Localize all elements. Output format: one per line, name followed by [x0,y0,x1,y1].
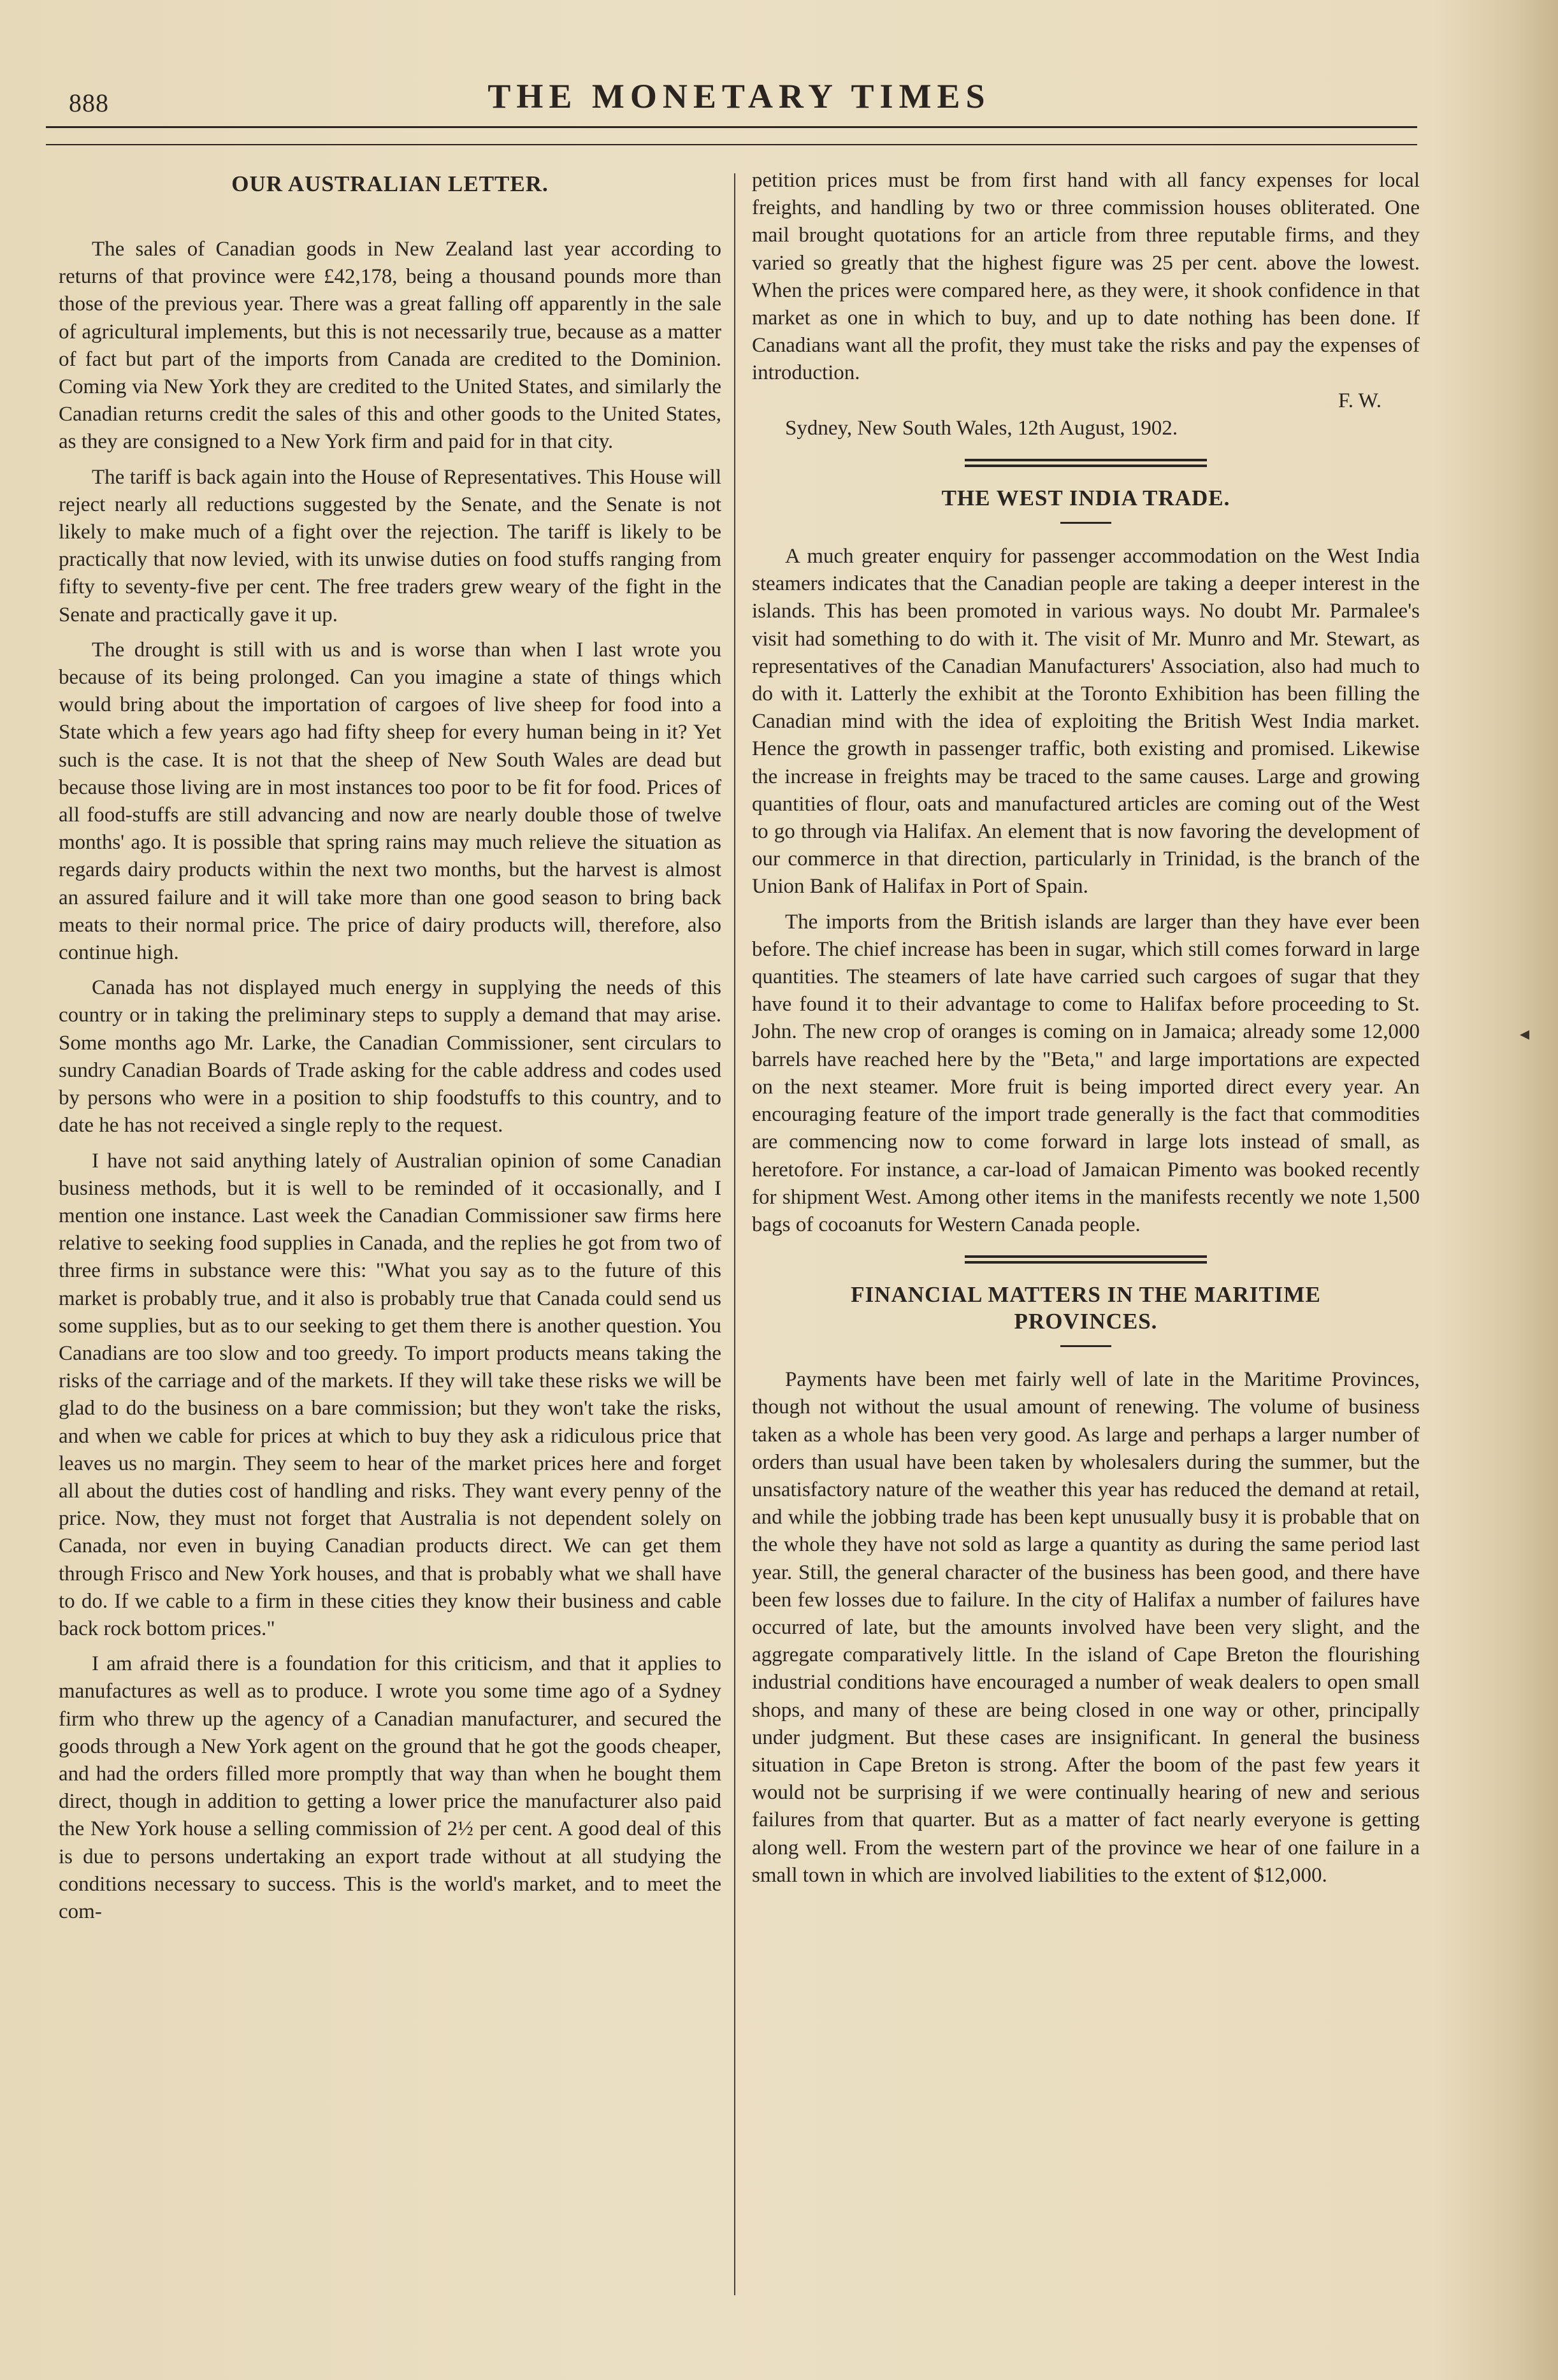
article-paragraph: Payments have been met fairly well of late in the Maritime Provinces, though not without the usual amount of renewing. The volume of business taken as a whole has been very good. As large and perhaps a larger number of orders than usual have been taken by wholesalers during the summer, but the unsatisfactory nature of the weather this year has reduced the demand at retail, and while the jobbing trade has been kept unusually busy it is probable that on the whole they have not sold as large a quantity as during the same period last year. Still, the general character of the business has been good, and there have been few losses due to failure. In the city of Halifax a number of failures have occurred of late, but the amounts involved have been very slight, and the aggregate comparatively little. In the island of Cape Breton the flourishing industrial conditions have encouraged a number of weak dealers to open small shops, and many of these are being closed in one way or other, principally under judgment. But these cases are insignificant. In general the business situation in Cape Breton is strong. After the boom of the past few years it would not be surprising if we were continually hearing of new and serious failures from that quarter. But as a matter of fact nearly everyone is getting along well. From the western part of the province we hear of one failure in a small town in which are involved liabilities to the extent of $12,000. [752,1368,1420,1887]
article-paragraph: I have not said anything lately of Australian opinion of some Canadian business methods, but it is well to be reminded of it occasionally, and I mention one instance. Last week the Canadian Commissioner saw firms here relative to seeking food supplies in Canada, and the replies he got from two of three firms in substance were this: "What you say as to the future of this market is probably true, and it also is probably true that Canada could send us some supplies, but as to our seeking to get them there is another question. You Canadians are too slow and too greedy. To import products means taking the risks of the carriage and of the markets. If they will take these risks we will be glad to do the business on a bare commission; but they won't take the risks, and when we cable for prices at which to buy they ask a ridiculous price that leaves us no margin. They seem to hear of the market prices here and forget all about the duties cost of handling and risks. They want every penny of the price. Now, they must not forget that Australia is not dependent solely on Canada, nor even in buying Canadian products direct. We can get them through Frisco and New York houses, and that is probably what we shall have to do. If we cable to a firm in these cities they know their business and cable back rock bottom prices." [59,1149,721,1640]
margin-mark: ◂ [1520,1023,1530,1044]
article-paragraph: I am afraid there is a foundation for this criticism, and that it applies to manufactures as well as to produce. I wrote you some time ago of a Sydney firm who threw up the agency of a Canadian manufacturer, and secured the goods through a New York agent on the ground that he got the goods cheaper, and had the orders filled more promptly that way than when he bought them direct, though in addition to getting a lower price the manufacturer also paid the New York house a selling commission of 2½ per cent. A good deal of this is due to persons undertaking an export trade without at all studying the conditions necessary to success. This is the world's market, and to meet the com- [59,1652,721,1923]
masthead-title: THE MONETARY TIMES [487,77,991,115]
section-separator [965,1255,1207,1264]
author-signoff: F. W. [1338,389,1381,412]
left-column [59,171,721,1933]
article-title-australian-letter: OUR AUSTRALIAN LETTER. [231,171,549,196]
article-title-west-india-trade: THE WEST INDIA TRADE. [941,486,1230,511]
title-dash [1060,522,1111,524]
article-paragraph: The sales of Canadian goods in New Zealand last year according to returns of that province were £42,178, being a thousand pounds more than those of the previous year. There was a great falling off apparently in the sale of agricultural implements, but this is not necessarily true, because as a matter of fact but part of the imports from Canada are credited to the Dominion. Coming via New York they are credited to the United States, and similarly the Canadian returns credit the sales of this and other goods to the United States, as they are consigned to a New York firm and paid for in that city. [59,238,721,454]
article-paragraph: The tariff is back again into the House of Representatives. This House will reject nearly all reductions suggested by the Senate, and the Senate is not likely to make much of a fight over the rejection. The tariff is likely to be practically that now levied, with its unwise duties on food stuffs ranging from fifty to seventy-five per cent. The free traders grew weary of the fight in the Senate and practically gave it up. [59,465,721,626]
article-paragraph-continued: petition prices must be from first hand with all fancy expenses for local freights, and handling by two or three commission houses obliterated. One mail brought quotations for an article from three reputable firms, and they varied so greatly that the highest figure was 25 per cent. above the lowest. When the prices were compared here, as they were, it shook confidence in that market as one in which to buy, and up to date nothing has been done. If Canadians want all the profit, they must take the risks and pay the expenses of introduction. [752,169,1420,385]
article-paragraph: A much greater enquiry for passenger accommodation on the West India steamers indicates that the Canadian people are taking a deeper interest in the islands. This has been promoted in various ways. No doubt Mr. Parmalee's visit had something to do with it. The visit of Mr. Munro and Mr. Stewart, as representatives of the Canadian Manufacturers' Association, also had much to do with it. Latterly the exhibit at the Toronto Exhibition has been filling the Canadian mind with the idea of exploiting the British West India market. Hence the growth in passenger traffic, both existing and promised. Likewise the increase in freights may be traced to the same causes. Large and growing quantities of flour, oats and manufactured articles are coming out of the West to go through via Halifax. An element that is now favoring the development of our commerce in that direction, particularly in Trinidad, is the branch of the Union Bank of Halifax in Port of Spain. [752,545,1420,898]
column-divider [734,173,735,2295]
right-column [752,167,1420,1897]
dateline: Sydney, New South Wales, 12th August, 1902. [785,416,1178,440]
header-rule-top [46,126,1417,128]
article-paragraph: The imports from the British islands are larger than they have ever been before. The chief increase has been in sugar, which still comes forward in large quantities. The steamers of late have carried such cargoes of sugar that they have found it to their advantage to come to Halifax before proceeding to St. John. The new crop of oranges is coming on in Jamaica; already some 12,000 barrels have reached here by the "Beta," and large importations are expected on the next steamer. More fruit is being imported direct every year. An encouraging feature of the import trade generally is the fact that commodities are commencing now to come forward in large lots instead of small, as heretofore. For instance, a car-load of Jamaican Pimento was booked recently for shipment West. Among other items in the manifests recently we note 1,500 bags of cocoanuts for Western Canada people. [752,910,1420,1236]
section-separator [965,459,1207,467]
article-paragraph: The drought is still with us and is worse than when I last wrote you because of its being prolonged. Can you imagine a state of things which would bring about the importation of cargoes of live sheep for food into a State which a few years ago had fifty sheep for every human being in it? Yet such is the case. It is not that the sheep of New South Wales are dead but because those living are in most instances too poor to be fit for food. Prices of all food-stuffs are still advancing and now are nearly double those of twelve months' ago. It is possible that spring rains may much relieve the situation as regards dairy products within the next two months, but the harvest is almost an assured failure and it will take more than one good season to bring back meats to their normal price. The price of dairy products will, therefore, also continue high. [59,638,721,965]
page-number: 888 [69,89,109,117]
header-rule-bottom [46,144,1417,145]
title-dash [1060,1345,1111,1347]
article-paragraph: Canada has not displayed much energy in supplying the needs of this country or in taking the preliminary steps to supply a demand that may arise. Some months ago Mr. Larke, the Canadian Commissioner, sent circulars to sundry Canadian Boards of Trade asking for the cable address and codes used by persons who were in a position to ship foodstuffs to this country, and to date he has not received a single reply to the request. [59,976,721,1137]
article-title-financial-matters: FINANCIAL MATTERS IN THE MARITIME PROVINCES. [851,1282,1321,1334]
